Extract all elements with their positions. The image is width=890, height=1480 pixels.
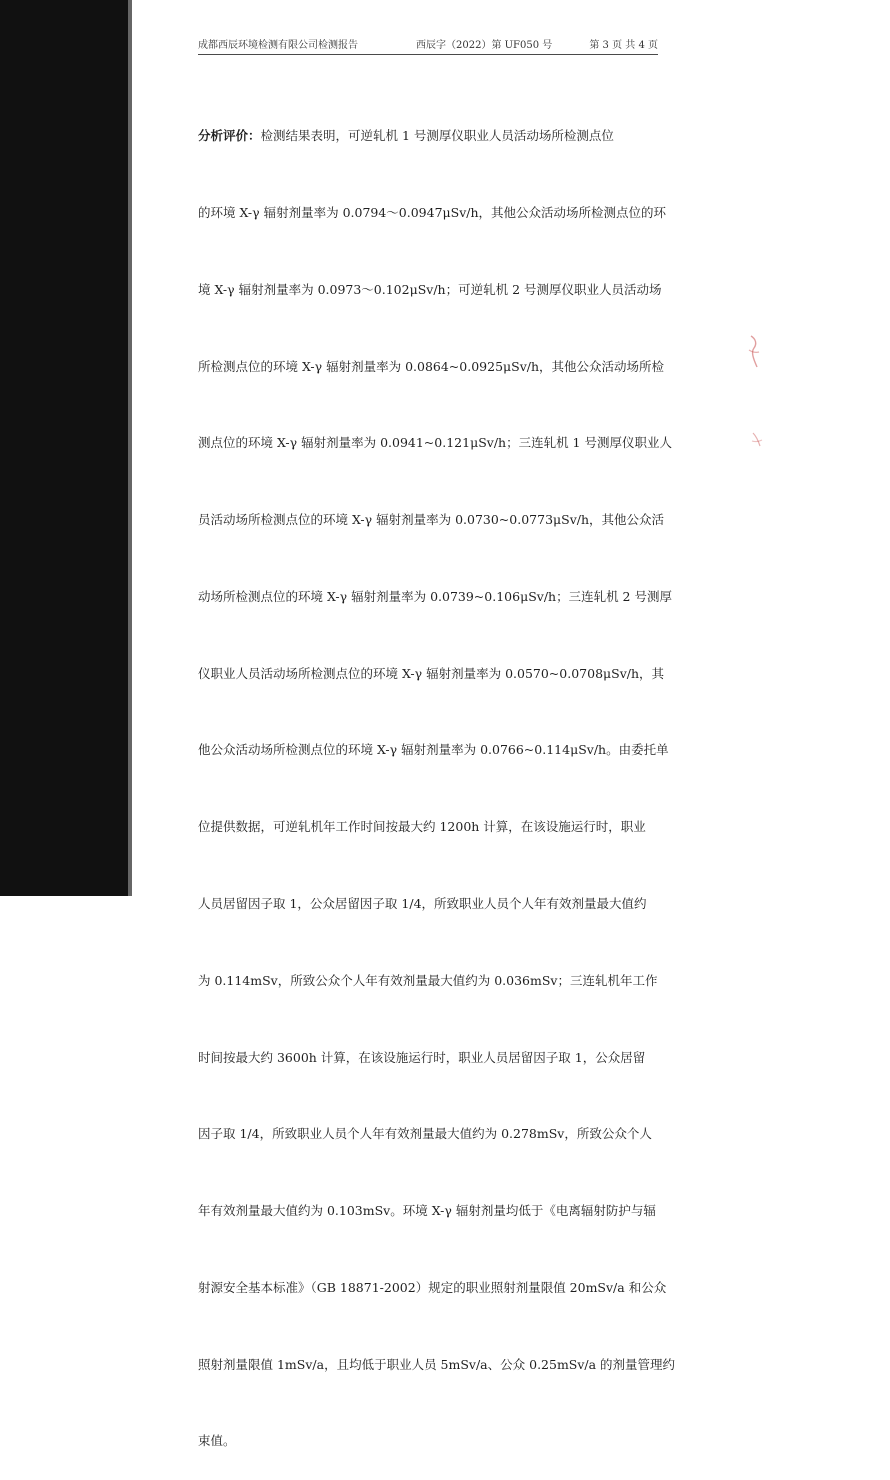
- analysis-line-10: 位提供数据，可逆轧机年工作时间按最大约 1200h 计算，在该设施运行时，职业: [198, 819, 646, 835]
- analysis-line-4: 所检测点位的环境 X-γ 辐射剂量率为 0.0864~0.0925μSv/h，其他公众活动场所检: [198, 358, 665, 374]
- analysis-line-6: 员活动场所检测点位的环境 X-γ 辐射剂量率为 0.0730~0.0773μSv/h，其他公众活: [198, 512, 665, 528]
- analysis-line-15: 年有效剂量最大值约为 0.103mSv。环境 X-γ 辐射剂量均低于《电离辐射防护与辐: [198, 1203, 656, 1219]
- report-number: 西辰字（2022）第 UF050 号: [416, 40, 553, 51]
- analysis-line-7: 动场所检测点位的环境 X-γ 辐射剂量率为 0.0739~0.106μSv/h；三连轧机 2 号测厚: [198, 588, 672, 604]
- analysis-line-18: 束值。: [198, 1433, 236, 1449]
- analysis-line-3: 境 X-γ 辐射剂量率为 0.0973～0.102μSv/h；可逆轧机 2 号测厚仪职业人员活动场: [198, 281, 662, 297]
- analysis-line-1-text: 检测结果表明，可逆轧机 1 号测厚仪职业人员活动场所检测点位: [260, 128, 614, 144]
- company-report-title: 成都西辰环境检测有限公司检测报告: [198, 40, 358, 51]
- red-stamp-fragment-top: [747, 334, 761, 370]
- analysis-line-2: 的环境 X-γ 辐射剂量率为 0.0794～0.0947μSv/h，其他公众活动场所检测点位的环: [198, 204, 667, 220]
- page-counter: 第 3 页 共 4 页: [589, 40, 658, 51]
- analysis-line-14: 因子取 1/4，所致职业人员个人年有效剂量最大值约为 0.278mSv，所致公众个人: [198, 1126, 652, 1142]
- analysis-line-11: 人员居留因子取 1，公众居留因子取 1/4，所致职业人员个人年有效剂量最大值约: [198, 896, 647, 911]
- analysis-line-5: 测点位的环境 X-γ 辐射剂量率为 0.0941~0.121μSv/h；三连轧机 1 号测厚仪职业人: [198, 435, 672, 451]
- analysis-evaluation-paragraph: [198, 72, 676, 1480]
- header-divider: [198, 54, 658, 55]
- analysis-line-13: 时间按最大约 3600h 计算，在该设施运行时，职业人员居留因子取 1，公众居留: [198, 1049, 646, 1065]
- analysis-line-8: 仪职业人员活动场所检测点位的环境 X-γ 辐射剂量率为 0.0570~0.0708μSv/h，其: [198, 665, 665, 681]
- analysis-line-1: [198, 123, 660, 149]
- analysis-line-12: 为 0.114mSv，所致公众个人年有效剂量最大值约为 0.036mSv；三连轧机年工作: [198, 972, 658, 988]
- red-stamp-fragment-bottom: [750, 430, 764, 448]
- analysis-line-9: 他公众活动场所检测点位的环境 X-γ 辐射剂量率为 0.0766~0.114μSv/h。由委托单: [198, 742, 669, 758]
- analysis-line-17: 照射剂量限值 1mSv/a，且均低于职业人员 5mSv/a、公众 0.25mSv/a 的剂量管理约: [198, 1356, 676, 1372]
- analysis-label: 分析评价：: [198, 128, 261, 144]
- scan-left-shadow: [0, 0, 128, 896]
- analysis-line-16: 射源安全基本标准》（GB 18871-2002）规定的职业照射剂量限值 20mSv/a 和公众: [198, 1279, 667, 1295]
